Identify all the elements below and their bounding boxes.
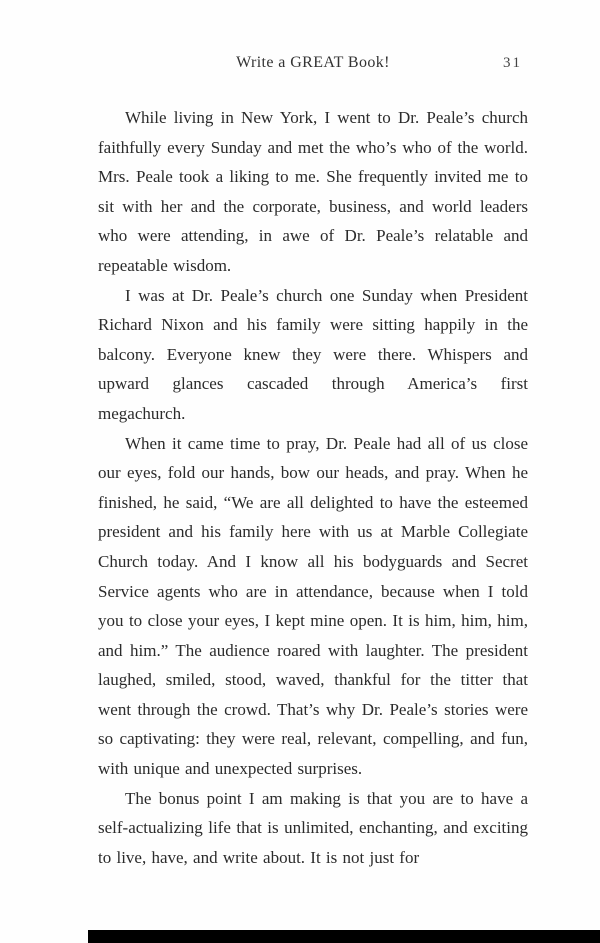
paragraph: While living in New York, I went to Dr. Peale’s church faithfully every Sunday and met the who’s who of the world. Mrs. Peale took a liking to me. She frequently invited me to sit with her and the corporate, business, and world leaders who were attending, in awe of Dr. Peale’s relatable and repeatable wisdom. (98, 108, 528, 275)
paragraph: The bonus point I am making is that you are to have a self-actualizing life that is unlimited, enchanting, and exciting to live, have, and write about. It is not just for (98, 788, 528, 867)
paragraph: I was at Dr. Peale’s church one Sunday when President Richard Nixon and his family were sitting happily in the balcony. Everyone knew they were there. Whispers and upward glances cascaded through America’s first megachurch. (98, 285, 528, 423)
page-body (98, 103, 528, 872)
running-title: Write a GREAT Book! (236, 54, 390, 71)
page-number: 31 (503, 55, 522, 71)
bottom-black-bar (88, 930, 600, 943)
page-header (98, 54, 528, 72)
paragraph: When it came time to pray, Dr. Peale had all of us close our eyes, fold our hands, bow our heads, and pray. When he finished, he said, “We are all delighted to have the esteemed president and his family here with us at Marble Collegiate Church today. And I know all his bodyguards and Secret Service agents who are in attendance, because when I told you to close your eyes, I kept mine open. It is him, him, him, and him.” The audience roared with laughter. The president laughed, smiled, stood, waved, thankful for the titter that went through the crowd. That’s why Dr. Peale’s stories were so captivating: they were real, relevant, compelling, and fun, with unique and unexpected surprises. (98, 433, 528, 779)
